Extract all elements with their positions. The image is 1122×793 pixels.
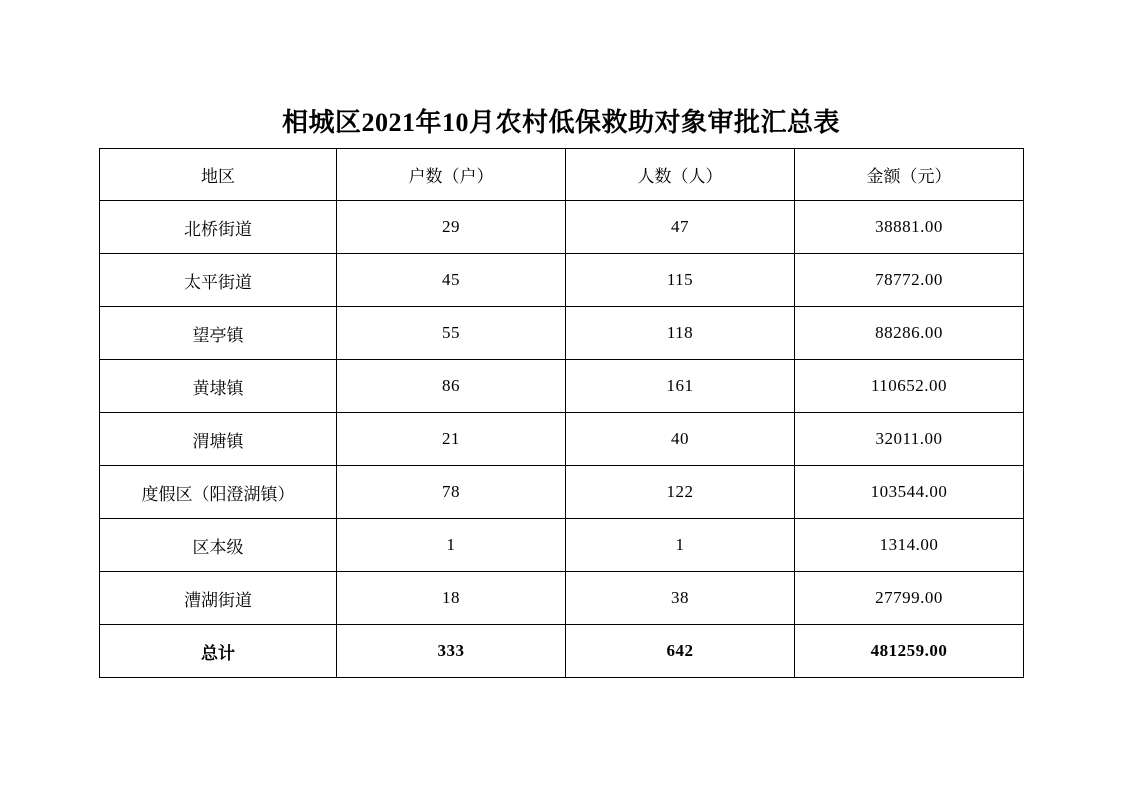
summary-table-container	[99, 148, 1023, 678]
cell-households: 55	[337, 307, 566, 360]
cell-region: 区本级	[100, 519, 337, 572]
cell-households: 78	[337, 466, 566, 519]
column-header-region: 地区	[100, 149, 337, 201]
table-body	[100, 201, 1024, 678]
cell-households: 45	[337, 254, 566, 307]
table-row	[100, 360, 1024, 413]
cell-total-amount: 481259.00	[795, 625, 1024, 678]
cell-region: 黄埭镇	[100, 360, 337, 413]
cell-households: 29	[337, 201, 566, 254]
cell-amount: 32011.00	[795, 413, 1024, 466]
cell-people: 40	[566, 413, 795, 466]
cell-people: 115	[566, 254, 795, 307]
cell-region: 太平街道	[100, 254, 337, 307]
cell-region: 度假区（阳澄湖镇）	[100, 466, 337, 519]
table-row	[100, 572, 1024, 625]
cell-amount: 88286.00	[795, 307, 1024, 360]
cell-amount: 78772.00	[795, 254, 1024, 307]
page-title: 相城区2021年10月农村低保救助对象审批汇总表	[281, 108, 840, 137]
table-header	[100, 149, 1024, 201]
cell-people: 161	[566, 360, 795, 413]
cell-total-people: 642	[566, 625, 795, 678]
cell-amount: 103544.00	[795, 466, 1024, 519]
cell-people: 122	[566, 466, 795, 519]
cell-households: 86	[337, 360, 566, 413]
cell-region: 漕湖街道	[100, 572, 337, 625]
cell-households: 18	[337, 572, 566, 625]
table-total-row	[100, 625, 1024, 678]
table-row	[100, 307, 1024, 360]
table-row	[100, 466, 1024, 519]
table-row	[100, 201, 1024, 254]
cell-people: 118	[566, 307, 795, 360]
summary-table	[99, 148, 1024, 678]
table-row	[100, 413, 1024, 466]
column-header-amount: 金额（元）	[795, 149, 1024, 201]
cell-region: 北桥街道	[100, 201, 337, 254]
cell-amount: 1314.00	[795, 519, 1024, 572]
cell-people: 1	[566, 519, 795, 572]
cell-people: 47	[566, 201, 795, 254]
cell-amount: 38881.00	[795, 201, 1024, 254]
cell-region: 望亭镇	[100, 307, 337, 360]
cell-amount: 110652.00	[795, 360, 1024, 413]
cell-households: 1	[337, 519, 566, 572]
cell-amount: 27799.00	[795, 572, 1024, 625]
cell-region: 渭塘镇	[100, 413, 337, 466]
column-header-people: 人数（人）	[566, 149, 795, 201]
table-row	[100, 519, 1024, 572]
cell-total-label: 总计	[100, 625, 337, 678]
table-header-row	[100, 149, 1024, 201]
column-header-households: 户数（户）	[337, 149, 566, 201]
cell-total-households: 333	[337, 625, 566, 678]
table-row	[100, 254, 1024, 307]
cell-people: 38	[566, 572, 795, 625]
cell-households: 21	[337, 413, 566, 466]
